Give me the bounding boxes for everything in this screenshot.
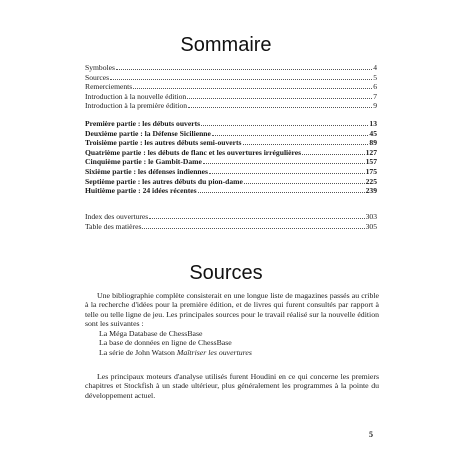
toc-entry-title: Sixième partie : les défenses indiennes [85, 166, 208, 176]
toc-entry [85, 157, 377, 167]
toc-group-front-matter [85, 63, 377, 111]
toc-entry-title: Première partie : les débuts ouverts [85, 119, 201, 128]
toc-entry [85, 186, 377, 196]
toc-entry-title: Quatrième partie : les débuts de flanc et les ouvertures irrégulières [85, 147, 302, 157]
toc-entry [85, 212, 377, 222]
toc-entry-title: Huitième partie : 24 idées récentes [85, 186, 197, 196]
toc-entry-title: Introduction à la nouvelle édition [85, 91, 187, 101]
toc-heading: Sommaire [180, 34, 272, 56]
toc-entry-title: Introduction à la première édition [85, 101, 188, 111]
toc-leader-dots [302, 148, 365, 155]
toc-leader-dots [209, 167, 365, 174]
toc-leader-dots [243, 138, 369, 145]
toc-entry-title: Index des ouvertures [85, 212, 149, 221]
toc-entry-page: 225 [365, 176, 377, 186]
toc-entry-page: 89 [369, 138, 377, 148]
toc-entry-title: Deuxième partie : la Défense Sicilienne [85, 128, 211, 138]
toc-group-parts [85, 119, 377, 196]
toc-entry [85, 222, 377, 232]
sources-paragraph-text: Une bibliographie complète consisterait en une longue liste de magazines passés au crible à la recherche d'idées pour la première édition, et de livres qui furent consultés par rapport à telle ou telle ligne de jeu. Les principales sources pour le travail réalisé sur la nouvelle édition sont les suivantes : [85, 291, 379, 329]
toc-entry [85, 129, 377, 139]
toc-entry-page: 45 [369, 128, 377, 138]
toc-entry-title: Septième partie : les autres débuts du pion-dame [85, 176, 243, 186]
toc-leader-dots [203, 157, 365, 164]
toc-entry-page: 6 [373, 82, 377, 92]
toc-entry-page: 4 [373, 63, 377, 72]
toc-entry-page: 127 [365, 147, 377, 157]
sources-list-item: La Méga Database de ChessBase [99, 329, 203, 338]
sources-list-item [99, 348, 252, 357]
toc-entry-page: 305 [365, 221, 377, 231]
toc-entry-page: 239 [365, 186, 377, 196]
toc-leader-dots [187, 92, 372, 99]
toc-entry-page: 5 [373, 72, 377, 82]
toc-leader-dots [110, 73, 372, 80]
toc-leader-dots [133, 82, 372, 89]
toc-entry-title: Table des matières [85, 221, 142, 231]
toc-entry [85, 119, 377, 129]
book-title: Maîtriser les ouvertures [176, 347, 252, 357]
toc-leader-dots [198, 186, 365, 193]
toc-entry [85, 73, 377, 83]
sources-heading: Sources [189, 262, 263, 284]
toc-entry-page: 13 [369, 119, 377, 128]
page-number: 5 [369, 430, 373, 439]
toc-entry-title: Remerciements [85, 82, 133, 92]
sources-list-item-text: La série de John Watson [99, 347, 177, 357]
engines-paragraph [85, 372, 379, 400]
toc-leader-dots [201, 119, 368, 126]
toc-entry-page: 9 [373, 101, 377, 111]
sources-list-item: La base de données en ligne de ChessBase [99, 338, 232, 348]
toc-entry-title: Sources [85, 72, 110, 82]
toc-leader-dots [244, 177, 365, 184]
toc-entry [85, 177, 377, 187]
toc-leader-dots [116, 63, 372, 70]
toc-leader-dots [212, 129, 369, 136]
toc-leader-dots [142, 222, 364, 229]
toc-entry-title: Troisième partie : les autres débuts semi-ouverts [85, 138, 242, 148]
toc-entry [85, 63, 377, 73]
toc-entry [85, 92, 377, 102]
toc-group-back-matter [85, 212, 377, 231]
toc-entry-page: 303 [365, 212, 377, 221]
sources-paragraph [85, 291, 379, 329]
toc-leader-dots [188, 101, 372, 108]
toc-entry [85, 101, 377, 111]
engines-paragraph-text: Les principaux moteurs d'analyse utilisés furent Houdini en ce qui concerne les premiers chapitres et Stockfish à un stade ultérieur, plus généralement les programmes à la pointe du développement actuel. [85, 372, 379, 400]
toc-entry-title: Symboles [85, 63, 115, 72]
toc-entry [85, 138, 377, 148]
toc-entry-page: 175 [365, 166, 377, 176]
toc-entry-page: 7 [373, 91, 377, 101]
sources-list [99, 329, 252, 357]
toc-entry [85, 82, 377, 92]
toc-entry-page: 157 [365, 157, 377, 167]
toc-entry [85, 148, 377, 158]
toc-leader-dots [149, 212, 364, 219]
toc-entry-title: Cinquième partie : le Gambit-Dame [85, 157, 202, 167]
toc-entry [85, 167, 377, 177]
